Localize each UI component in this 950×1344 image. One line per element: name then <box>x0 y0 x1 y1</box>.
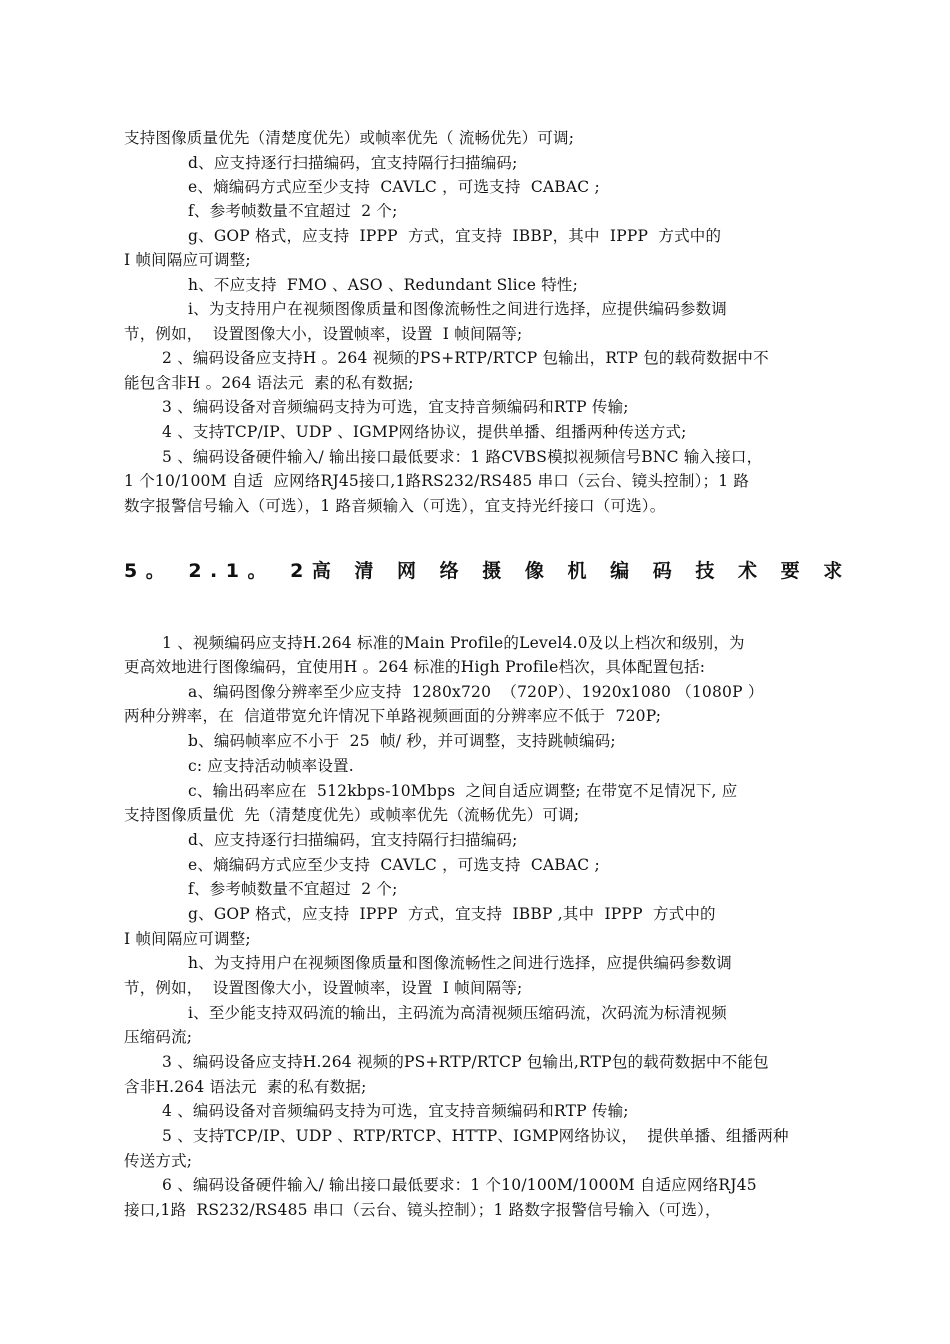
text-line: b、编码帧率应不小于 25 帧/ 秒，并可调整，支持跳帧编码; <box>188 732 616 750</box>
text-line: 1 、视频编码应支持H.264 标准的Main Profile的Level4.0及以上档次和级别，为 <box>162 634 745 652</box>
text-line: 5 、编码设备硬件输入/ 输出接口最低要求：1 路CVBS模拟视频信号BNC 输入接口， <box>162 448 763 466</box>
text-line: 5 、支持TCP/IP、UDP 、RTP/RTCP、HTTP、IGMP网络协议， 提供单播、组播两种 <box>162 1127 789 1145</box>
text-line: 更高效地进行图像编码，宜使用H 。264 标准的High Profile档次，具体配置包括: <box>124 658 706 676</box>
text-line: 两种分辨率，在 信道带宽允许情况下单路视频画面的分辨率应不低于 720P; <box>124 707 662 725</box>
text-line: 3 、编码设备应支持H.264 视频的PS+RTP/RTCP 包输出,RTP包的载荷数据中不能包 <box>162 1053 769 1071</box>
text-line: c、输出码率应在 512kbps-10Mbps 之间自适应调整; 在带宽不足情况下, 应 <box>188 782 738 800</box>
text-line: 数字报警信号输入（可选），1 路音频输入（可选），宜支持光纤接口（可选）。 <box>124 497 666 515</box>
text-line: f、参考帧数量不宜超过 2 个; <box>188 880 398 898</box>
text-line: e、熵编码方式应至少支持 CAVLC ，可选支持 CABAC ; <box>188 856 600 874</box>
text-line: 节，例如， 设置图像大小，设置帧率，设置 I 帧间隔等; <box>124 979 523 997</box>
section-heading: 5。 2.1。 2高 清 网 络 摄 像 机 编 码 技 术 要 求 <box>124 560 851 582</box>
text-line: 1 个10/100M 自适 应网络RJ45接口,1路RS232/RS485 串口（云台、镜头控制）；1 路 <box>124 472 750 490</box>
text-line: 6 、编码设备硬件输入/ 输出接口最低要求：1 个10/100M/1000M 自适应网络RJ45 <box>162 1176 757 1194</box>
text-line: d、应支持逐行扫描编码，宜支持隔行扫描编码; <box>188 154 518 172</box>
text-line: 4 、支持TCP/IP、UDP 、IGMP网络协议，提供单播、组播两种传送方式; <box>162 423 687 441</box>
text-line: 2 、编码设备应支持H 。264 视频的PS+RTP/RTCP 包输出，RTP 包的载荷数据中不 <box>162 349 769 367</box>
text-line: c: 应支持活动帧率设置. <box>188 757 354 775</box>
text-line: 传送方式; <box>124 1152 193 1170</box>
text-line: 3 、编码设备对音频编码支持为可选，宜支持音频编码和RTP 传输; <box>162 398 629 416</box>
text-line: 节，例如， 设置图像大小，设置帧率，设置 I 帧间隔等; <box>124 325 523 343</box>
text-line: 支持图像质量优 先（清楚度优先）或帧率优先（流畅优先）可调; <box>124 806 580 824</box>
text-line: f、参考帧数量不宜超过 2 个; <box>188 202 398 220</box>
text-line: a、编码图像分辨率至少应支持 1280x720 （720P）、1920x1080 （1080P ） <box>188 683 764 701</box>
text-line: g、GOP 格式，应支持 IPPP 方式，宜支持 IBBP，其中 IPPP 方式中的 <box>188 227 722 245</box>
text-line: I 帧间隔应可调整; <box>124 251 251 269</box>
text-line: d、应支持逐行扫描编码，宜支持隔行扫描编码; <box>188 831 518 849</box>
text-line: 支持图像质量优先（清楚度优先）或帧率优先（ 流畅优先）可调; <box>124 129 575 147</box>
text-line: 能包含非H 。264 语法元 素的私有数据; <box>124 374 414 392</box>
text-line: 含非H.264 语法元 素的私有数据; <box>124 1078 367 1096</box>
text-line: 接口,1路 RS232/RS485 串口（云台、镜头控制）；1 路数字报警信号输入（可选）， <box>124 1201 721 1219</box>
text-line: 压缩码流; <box>124 1028 193 1046</box>
text-line: 4 、编码设备对音频编码支持为可选，宜支持音频编码和RTP 传输; <box>162 1102 629 1120</box>
text-line: e、熵编码方式应至少支持 CAVLC ，可选支持 CABAC ; <box>188 178 600 196</box>
text-line: g、GOP 格式，应支持 IPPP 方式，宜支持 IBBP ,其中 IPPP 方式中的 <box>188 905 716 923</box>
text-line: i、至少能支持双码流的输出，主码流为高清视频压缩码流，次码流为标清视频 <box>188 1004 727 1022</box>
text-line: h、为支持用户在视频图像质量和图像流畅性之间进行选择，应提供编码参数调 <box>188 954 732 972</box>
text-line: i、为支持用户在视频图像质量和图像流畅性之间进行选择，应提供编码参数调 <box>188 300 727 318</box>
text-line: I 帧间隔应可调整; <box>124 930 251 948</box>
text-line: h、不应支持 FMO 、ASO 、Redundant Slice 特性; <box>188 276 579 294</box>
